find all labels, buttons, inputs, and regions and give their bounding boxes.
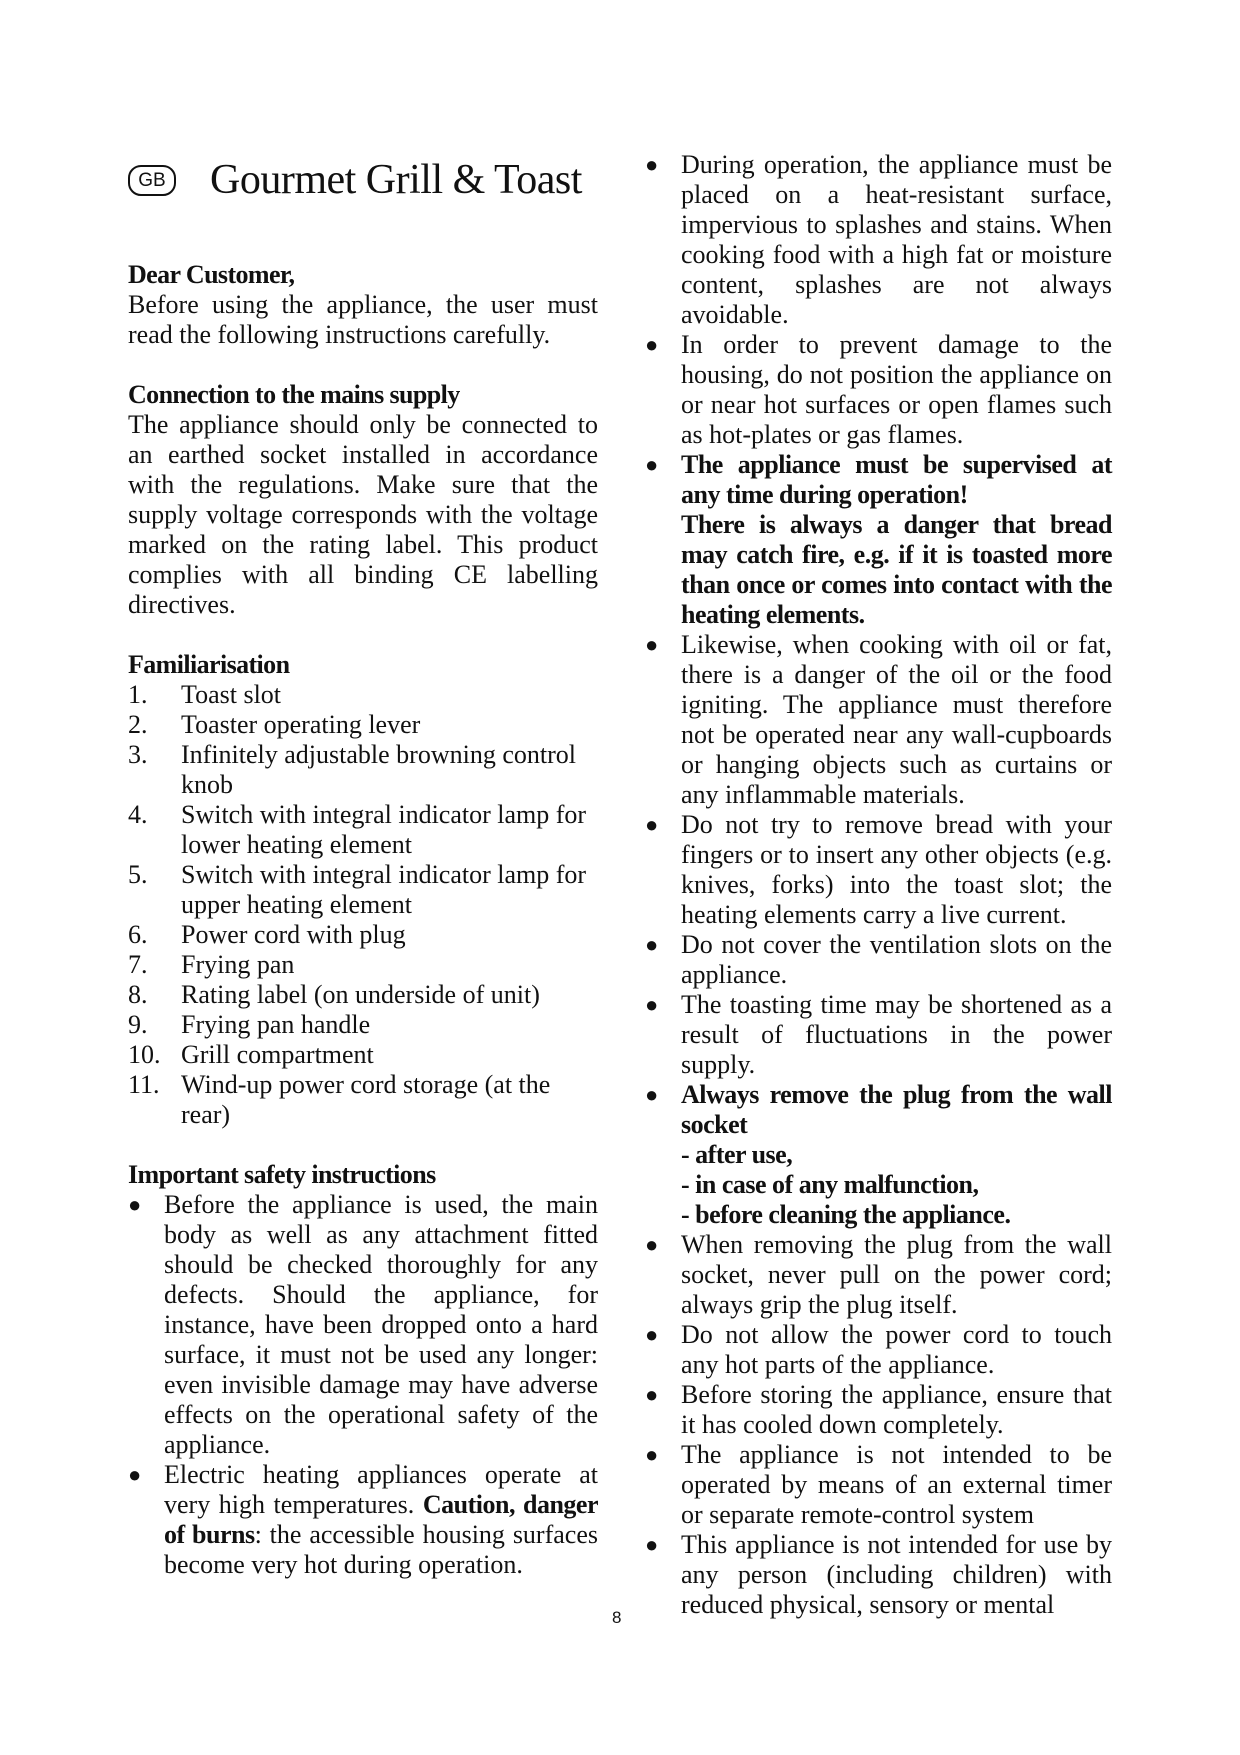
list-item: 9. Frying pan handle bbox=[128, 1010, 371, 1039]
bullet-icon: ● bbox=[645, 932, 659, 957]
bullet-icon: ● bbox=[645, 1442, 659, 1467]
safety-list-right bbox=[645, 150, 1112, 1620]
bullet-icon: ● bbox=[645, 452, 659, 477]
list-item: 5. Switch with integral indicator lamp for upper heating element bbox=[128, 860, 587, 919]
list-item: ● When removing the plug from the wall socket, never pull on the power cord; always grip the plug itself. bbox=[645, 1230, 1112, 1319]
list-item: ● The appliance must be supervised at any time during operation! There is always a danger that bread may catch fire, e.g. if it is toasted more than once or comes into contact with the heating elements. bbox=[645, 450, 1112, 629]
list-item: ● In order to prevent damage to the housing, do not position the appliance on or near hot surfaces or open flames such as hot-plates or gas flames. bbox=[645, 330, 1112, 449]
bullet-icon: ● bbox=[645, 992, 659, 1017]
bullet-icon: ● bbox=[645, 332, 659, 357]
bullet-icon: ● bbox=[645, 1232, 659, 1257]
list-item: ● Electric heating appliances operate at very high temperatures. Caution, danger of burns: the accessible housing surfaces become very hot during operation. bbox=[128, 1460, 599, 1579]
page-number: 8 bbox=[612, 1608, 622, 1627]
intro-text: Before using the appliance, the user must read the following instructions carefully. bbox=[128, 290, 598, 349]
list-item: ● Do not try to remove bread with your fingers or to insert any other objects (e.g. knives, forks) into the toast slot; the heating elements carry a live current. bbox=[645, 810, 1112, 929]
list-item: ● Do not allow the power cord to touch any hot parts of the appliance. bbox=[645, 1320, 1112, 1379]
connection-text: The appliance should only be connected to an earthed socket installed in accordance with the regulations. Make sure that the supply voltage corresponds with the voltage marked on the rating label. This product complies with all binding CE labelling directives. bbox=[128, 410, 598, 619]
list-item: ● The toasting time may be shortened as a result of fluctuations in the power supply. bbox=[645, 990, 1112, 1079]
bullet-icon: ● bbox=[128, 1192, 142, 1217]
list-item: ● Always remove the plug from the wall socket - after use, - in case of any malfunction, - before cleaning the appliance. bbox=[645, 1080, 1112, 1229]
list-item: 6. Power cord with plug bbox=[128, 920, 406, 949]
title-row bbox=[128, 150, 598, 210]
list-item: 11. Wind-up power cord storage (at the rear) bbox=[128, 1070, 551, 1129]
safety-list-left bbox=[128, 1190, 598, 1580]
safety-heading: Important safety instructions bbox=[128, 1160, 436, 1189]
list-item: ● The appliance is not intended to be operated by means of an external timer or separate remote-control system bbox=[645, 1440, 1112, 1529]
bullet-icon: ● bbox=[645, 1082, 659, 1107]
list-item: ● During operation, the appliance must be placed on a heat-resistant surface, impervious to splashes and stains. When cooking food with a high fat or moisture content, splashes are not always avoidable. bbox=[645, 150, 1112, 329]
list-item: 10. Grill compartment bbox=[128, 1040, 374, 1069]
list-item: 4. Switch with integral indicator lamp for lower heating element bbox=[128, 800, 587, 859]
list-item: 8. Rating label (on underside of unit) bbox=[128, 980, 540, 1009]
list-item: ● This appliance is not intended for use by any person (including children) with reduced physical, sensory or mental bbox=[645, 1530, 1112, 1619]
left-column bbox=[128, 150, 598, 1580]
list-item: 1. Toast slot bbox=[128, 680, 282, 709]
list-item: 7. Frying pan bbox=[128, 950, 295, 979]
intro-heading: Dear Customer, bbox=[128, 260, 295, 289]
familiarisation-heading: Familiarisation bbox=[128, 650, 290, 679]
bullet-icon: ● bbox=[645, 632, 659, 657]
page-title: Gourmet Grill & Toast bbox=[210, 157, 582, 203]
connection-heading: Connection to the mains supply bbox=[128, 380, 460, 409]
list-item: ● Likewise, when cooking with oil or fat, there is a danger of the oil or the food igniting. The appliance must therefore not be operated near any wall-cupboards or hanging objects such as curtains or any inflammable materials. bbox=[645, 630, 1112, 809]
bullet-icon: ● bbox=[645, 1382, 659, 1407]
bullet-icon: ● bbox=[645, 812, 659, 837]
list-item: ● Before storing the appliance, ensure that it has cooled down completely. bbox=[645, 1380, 1112, 1439]
familiarisation-list bbox=[128, 680, 598, 1130]
list-item: ● Do not cover the ventilation slots on the appliance. bbox=[645, 930, 1112, 989]
bullet-icon: ● bbox=[645, 1322, 659, 1347]
right-column bbox=[645, 150, 1112, 1620]
bullet-icon: ● bbox=[645, 1532, 659, 1557]
language-badge: GB bbox=[128, 165, 176, 196]
list-item: 2. Toaster operating lever bbox=[128, 710, 421, 739]
bullet-icon: ● bbox=[128, 1462, 142, 1487]
list-item: ● Before the appliance is used, the main body as well as any attachment fitted should be checked thoroughly for any defects. Should the appliance, for instance, have been dropped onto a hard surface, it must not be used any longer: even invisible damage may have adverse effects on the operational safety of the appliance. bbox=[128, 1190, 598, 1459]
list-item: 3. Infinitely adjustable browning control knob bbox=[128, 740, 576, 799]
bullet-icon: ● bbox=[645, 152, 659, 177]
